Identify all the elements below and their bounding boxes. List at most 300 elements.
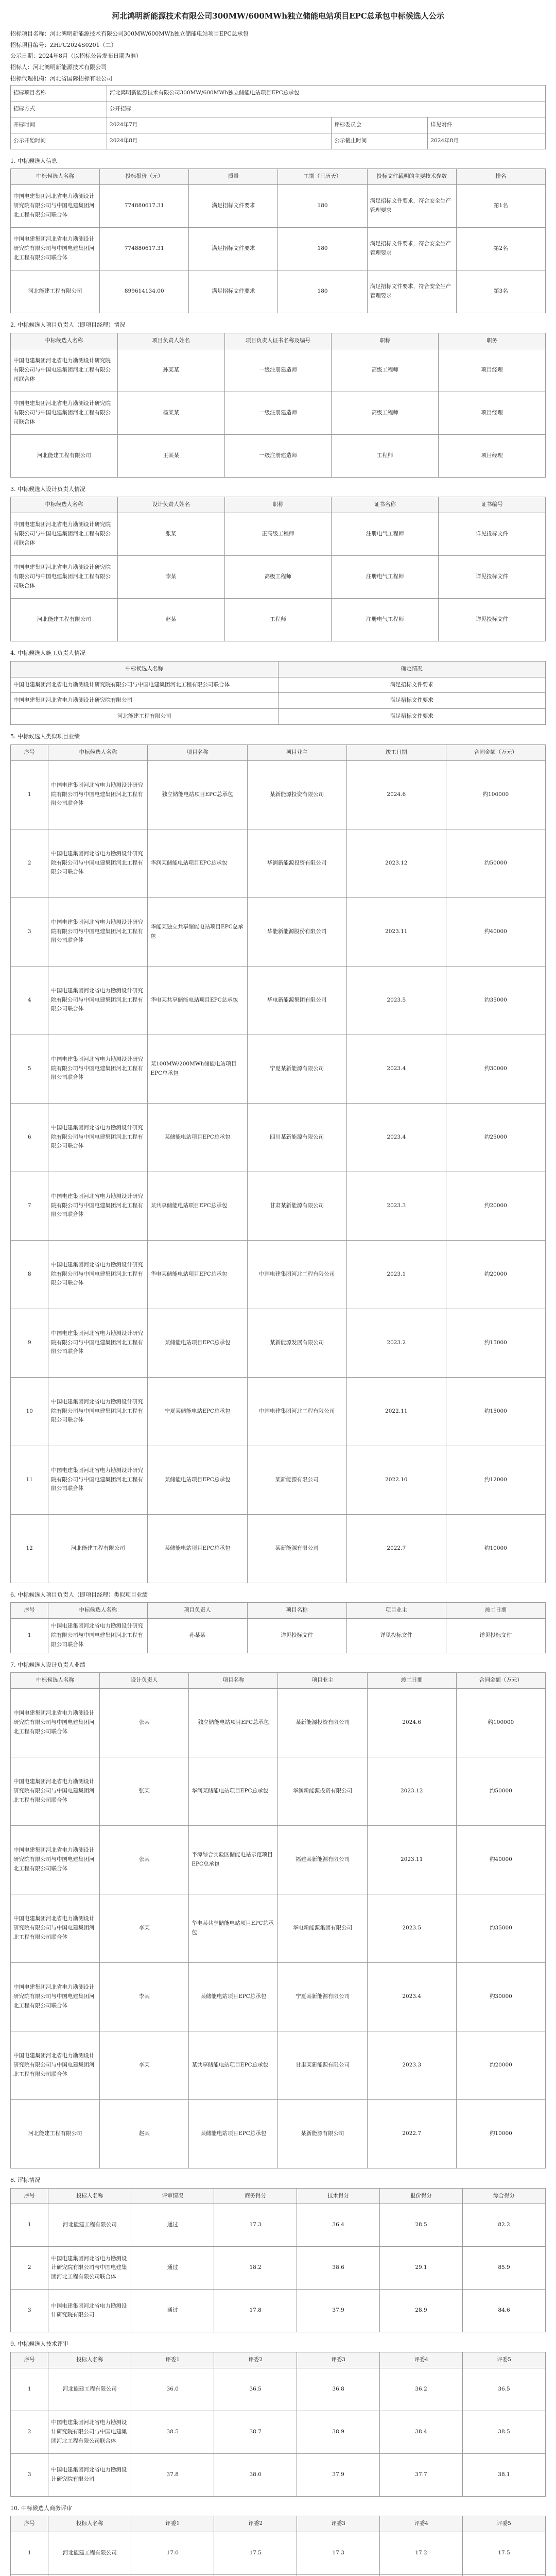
table-cell: 赵某 bbox=[100, 2099, 189, 2168]
table-cell: 9 bbox=[11, 1309, 48, 1377]
table-cell: 中国电建集团河北省电力勘测设计研究院有限公司与中国电建集团河北工程有限公司联合体 bbox=[48, 1377, 148, 1446]
column-header: 项目负责人证书名称及编号 bbox=[224, 333, 332, 349]
table-cell: 满足招标文件要求，符合安全生产管理要求 bbox=[367, 228, 456, 270]
column-header: 评委4 bbox=[380, 2352, 463, 2368]
table-cell: 华电新能源集团有限公司 bbox=[278, 1894, 367, 1962]
table-cell: 通过 bbox=[131, 2290, 214, 2332]
table-cell: 17.2 bbox=[380, 2532, 463, 2575]
column-header: 职称 bbox=[332, 333, 439, 349]
column-header: 评审情况 bbox=[131, 2188, 214, 2204]
table-cell: 3 bbox=[11, 2453, 48, 2496]
column-header: 合同金额（万元） bbox=[446, 744, 545, 760]
table-row bbox=[11, 599, 546, 641]
info-value: 2024年8月 bbox=[107, 133, 332, 149]
table-cell: 四川某新能源有限公司 bbox=[247, 1103, 346, 1172]
table-cell: 17.3 bbox=[214, 2204, 297, 2247]
table-cell: 4 bbox=[11, 966, 48, 1035]
table-cell: 王某某 bbox=[117, 434, 224, 477]
table-cell: 中国电建集团河北省电力勘测设计研究院有限公司与中国电建集团河北工程有限公司联合体 bbox=[11, 1688, 100, 1757]
meta-line: 招标人：河北鸿明新能源技术有限公司 bbox=[10, 64, 107, 71]
table-cell: 17.3 bbox=[297, 2532, 380, 2575]
table-cell: 宁夏某新能源有限公司 bbox=[278, 1962, 367, 2031]
table-cell: 某储能电站项目EPC总承包 bbox=[189, 1962, 278, 2031]
table-cell: 2023.3 bbox=[367, 2031, 456, 2099]
column-header: 序号 bbox=[11, 1603, 48, 1619]
table-cell: 37.9 bbox=[297, 2290, 380, 2332]
table-cell: 774880617.31 bbox=[100, 185, 189, 228]
table-row bbox=[11, 829, 546, 897]
column-header: 投标人名称 bbox=[48, 2352, 131, 2368]
table-s8 bbox=[10, 2188, 546, 2333]
column-header: 设计负责人 bbox=[100, 1673, 189, 1689]
table-cell: 2023.11 bbox=[367, 1825, 456, 1894]
table-cell: 1 bbox=[11, 2368, 48, 2411]
table-row bbox=[11, 1962, 546, 2031]
column-header: 中标候选人名称 bbox=[11, 169, 100, 185]
table-cell: 37.9 bbox=[297, 2453, 380, 2496]
table-cell: 满足招标文件要求 bbox=[189, 270, 278, 313]
table-s7 bbox=[10, 1672, 546, 2168]
table-cell: 河北能建工程有限公司 bbox=[48, 2368, 131, 2411]
column-header: 工期（日历天） bbox=[278, 169, 367, 185]
column-header: 竣工日期 bbox=[346, 744, 446, 760]
column-header: 商务得分 bbox=[214, 2188, 297, 2204]
table-cell: 约20000 bbox=[446, 1240, 545, 1309]
table-cell: 约12000 bbox=[446, 1446, 545, 1514]
table-cell: 2023.12 bbox=[346, 829, 446, 897]
column-header: 项目业主 bbox=[247, 744, 346, 760]
table-row bbox=[11, 349, 546, 392]
column-header: 评委1 bbox=[131, 2352, 214, 2368]
table-cell: 2024.6 bbox=[346, 760, 446, 829]
table-cell: 中国电建集团河北省电力勘测设计研究院有限公司与中国电建集团河北工程有限公司联合体 bbox=[11, 1962, 100, 2031]
table-cell: 项目经理 bbox=[439, 349, 546, 392]
table-cell: 张某 bbox=[100, 1825, 189, 1894]
table-cell: 详见投标文件 bbox=[439, 556, 546, 599]
table-cell: 工程师 bbox=[224, 599, 332, 641]
table-row bbox=[11, 513, 546, 556]
table-cell: 中国电建集团河北省电力勘测设计研究院有限公司与中国电建集团河北工程有限公司联合体 bbox=[48, 2247, 131, 2290]
header-row bbox=[11, 497, 546, 513]
table-cell: 约35000 bbox=[446, 966, 545, 1035]
section-title: 8. 评标情况 bbox=[10, 2176, 40, 2183]
table-cell: 约30000 bbox=[446, 1035, 545, 1103]
info-value: 详见附件 bbox=[428, 117, 546, 133]
table-cell: 2023.12 bbox=[367, 1757, 456, 1825]
table-row bbox=[11, 966, 546, 1035]
info-value: 河北鸿明新能源技术有限公司300MW/600MWh独立储能电站项目EPC总承包 bbox=[107, 86, 546, 101]
column-header: 综合得分 bbox=[463, 2188, 546, 2204]
table-cell: 17.5 bbox=[463, 2532, 546, 2575]
table-cell: 华润新能源投资有限公司 bbox=[247, 829, 346, 897]
table-cell: 满足招标文件要求 bbox=[278, 709, 546, 725]
table-cell: 河北能建工程有限公司 bbox=[11, 709, 279, 725]
column-header: 质量 bbox=[189, 169, 278, 185]
table-cell: 37.7 bbox=[380, 2453, 463, 2496]
column-header: 合同金额（万元） bbox=[456, 1673, 545, 1689]
table-cell: 河北能建工程有限公司 bbox=[11, 2099, 100, 2168]
table-cell: 180 bbox=[278, 185, 367, 228]
table-row bbox=[11, 1103, 546, 1172]
table-row bbox=[11, 185, 546, 228]
table-cell: 1 bbox=[11, 1618, 48, 1653]
table-cell: 满足招标文件要求，符合安全生产管理要求 bbox=[367, 185, 456, 228]
table-cell: 38.0 bbox=[214, 2453, 297, 2496]
table-row bbox=[11, 2411, 546, 2453]
column-header: 序号 bbox=[11, 2188, 48, 2204]
table-cell: 11 bbox=[11, 1446, 48, 1514]
table-cell: 华润某储能电站项目EPC总承包 bbox=[189, 1757, 278, 1825]
table-cell: 华电新能源集团有限公司 bbox=[247, 966, 346, 1035]
info-label: 招标方式 bbox=[11, 101, 107, 117]
table-cell: 项目经理 bbox=[439, 434, 546, 477]
table-row bbox=[11, 2247, 546, 2290]
table-cell: 河北能建工程有限公司 bbox=[48, 1514, 148, 1583]
column-header: 设计负责人姓名 bbox=[117, 497, 224, 513]
table-cell: 孙某某 bbox=[117, 349, 224, 392]
table-cell: 河北能建工程有限公司 bbox=[11, 434, 118, 477]
column-header: 评委5 bbox=[463, 2352, 546, 2368]
table-cell: 详见投标文件 bbox=[439, 599, 546, 641]
table-cell: 满足招标文件要求 bbox=[189, 185, 278, 228]
table-cell: 17.5 bbox=[214, 2532, 297, 2575]
table-cell: 2023.4 bbox=[346, 1103, 446, 1172]
table-cell: 杨某某 bbox=[117, 392, 224, 434]
table-row bbox=[11, 1172, 546, 1240]
table-cell: 某储能电站项目EPC总承包 bbox=[148, 1309, 247, 1377]
column-header: 中标候选人名称 bbox=[48, 1603, 148, 1619]
table-cell: 180 bbox=[278, 270, 367, 313]
column-header: 项目名称 bbox=[247, 1603, 346, 1619]
table-cell: 180 bbox=[278, 228, 367, 270]
table-s4 bbox=[10, 661, 546, 725]
info-row bbox=[11, 133, 546, 149]
table-cell: 中国电建集团河北省电力勘测设计研究院有限公司与中国电建集团河北工程有限公司联合体 bbox=[11, 556, 118, 599]
column-header: 排名 bbox=[456, 169, 545, 185]
table-cell: 10 bbox=[11, 1377, 48, 1446]
table-cell: 3 bbox=[11, 897, 48, 966]
table-cell: 约35000 bbox=[456, 1894, 545, 1962]
table-row bbox=[11, 760, 546, 829]
table-cell: 河北能建工程有限公司 bbox=[11, 270, 100, 313]
meta-line: 招标项目编号：ZHPC2024S0201（二） bbox=[10, 41, 117, 48]
table-s3 bbox=[10, 497, 546, 641]
table-s9 bbox=[10, 2352, 546, 2497]
table-cell: 38.9 bbox=[297, 2411, 380, 2453]
table-cell: 李某 bbox=[100, 1894, 189, 1962]
meta-line: 公示日期：2024年8月（以招标公告发布日期为准） bbox=[10, 53, 142, 60]
header-row bbox=[11, 1603, 546, 1619]
table-cell: 中国电建集团河北省电力勘测设计研究院有限公司与中国电建集团河北工程有限公司联合体 bbox=[48, 1309, 148, 1377]
table-row bbox=[11, 1688, 546, 1757]
table-row bbox=[11, 1446, 546, 1514]
section-title: 6. 中标候选人项目负责人（即项目经理）类似项目业绩 bbox=[10, 1591, 148, 1598]
info-row bbox=[11, 101, 546, 117]
table-cell: 某新能源发展有限公司 bbox=[247, 1309, 346, 1377]
table-cell: 2023.2 bbox=[346, 1309, 446, 1377]
table-cell: 36.5 bbox=[214, 2368, 297, 2411]
table-cell: 某新能源投资有限公司 bbox=[278, 1688, 367, 1757]
table-cell: 1 bbox=[11, 2204, 48, 2247]
table-cell: 约15000 bbox=[446, 1309, 545, 1377]
table-cell: 某新能源有限公司 bbox=[247, 1514, 346, 1583]
table-cell: 某共享储能电站项目EPC总承包 bbox=[189, 2031, 278, 2099]
table-cell: 一级注册建造师 bbox=[224, 434, 332, 477]
info-label: 评标委员会 bbox=[332, 117, 428, 133]
table-cell: 华润新能源投资有限公司 bbox=[278, 1757, 367, 1825]
table-row bbox=[11, 2099, 546, 2168]
table-cell: 3 bbox=[11, 2290, 48, 2332]
table-cell: 85.9 bbox=[463, 2247, 546, 2290]
table-s10 bbox=[10, 2516, 546, 2576]
column-header: 职称 bbox=[224, 497, 332, 513]
table-cell: 1 bbox=[11, 760, 48, 829]
section-title: 10. 中标候选人商务评审 bbox=[10, 2504, 72, 2512]
table-cell: 中国电建集团河北省电力勘测设计研究院有限公司与中国电建集团河北工程有限公司联合体 bbox=[48, 829, 148, 897]
table-s2 bbox=[10, 333, 546, 478]
table-cell: 2023.11 bbox=[346, 897, 446, 966]
meta-line: 招标代理机构：河北省国际招标有限公司 bbox=[10, 75, 112, 82]
table-cell: 5 bbox=[11, 1035, 48, 1103]
table-cell: 2 bbox=[11, 829, 48, 897]
table-cell: 某共享储能电站项目EPC总承包 bbox=[148, 1172, 247, 1240]
table-cell: 华电某共享储能电站项目EPC总承包 bbox=[148, 966, 247, 1035]
table-row bbox=[11, 1825, 546, 1894]
table-cell: 一级注册建造师 bbox=[224, 349, 332, 392]
table-s6 bbox=[10, 1602, 546, 1653]
column-header: 确定情况 bbox=[278, 661, 546, 677]
table-cell: 中国电建集团河北省电力勘测设计研究院有限公司 bbox=[48, 2453, 131, 2496]
table-row bbox=[11, 270, 546, 313]
table-cell: 中国电建集团河北省电力勘测设计研究院有限公司与中国电建集团河北工程有限公司联合体 bbox=[48, 897, 148, 966]
table-cell: 约50000 bbox=[456, 1757, 545, 1825]
table-cell: 38.5 bbox=[131, 2411, 214, 2453]
table-cell: 1 bbox=[11, 2532, 48, 2575]
header-row bbox=[11, 2516, 546, 2532]
info-value: 2024年7月 bbox=[107, 117, 332, 133]
column-header: 投标文件载明的主要技术参数 bbox=[367, 169, 456, 185]
table-row bbox=[11, 2368, 546, 2411]
table-cell: 宁夏某新能源有限公司 bbox=[247, 1035, 346, 1103]
table-cell: 孙某某 bbox=[148, 1618, 247, 1653]
column-header: 投标报价（元） bbox=[100, 169, 189, 185]
column-header: 中标候选人名称 bbox=[11, 661, 279, 677]
table-cell: 中国电建集团河北省电力勘测设计研究院有限公司与中国电建集团河北工程有限公司联合体 bbox=[11, 392, 118, 434]
table-cell: 2 bbox=[11, 2247, 48, 2290]
table-cell: 平潭综合实验区储能电站示范项目EPC总承包 bbox=[189, 1825, 278, 1894]
column-header: 证书编号 bbox=[439, 497, 546, 513]
table-cell: 18.2 bbox=[214, 2247, 297, 2290]
section-title: 9. 中标候选人技术评审 bbox=[10, 2341, 68, 2348]
table-cell: 宁夏某储能电站EPC总承包 bbox=[148, 1377, 247, 1446]
info-row bbox=[11, 117, 546, 133]
table-cell: 中国电建集团河北省电力勘测设计研究院有限公司与中国电建集团河北工程有限公司联合体 bbox=[11, 349, 118, 392]
table-s1 bbox=[10, 168, 546, 313]
header-row bbox=[11, 1673, 546, 1689]
table-cell: 约40000 bbox=[446, 897, 545, 966]
table-cell: 甘肃某新能源有限公司 bbox=[247, 1172, 346, 1240]
header-row bbox=[11, 744, 546, 760]
table-cell: 7 bbox=[11, 1172, 48, 1240]
table-cell: 工程师 bbox=[332, 434, 439, 477]
table-cell: 河北能建工程有限公司 bbox=[48, 2204, 131, 2247]
table-cell: 详见投标文件 bbox=[446, 1618, 545, 1653]
table-cell: 李某 bbox=[100, 1962, 189, 2031]
table-cell: 38.6 bbox=[297, 2247, 380, 2290]
table-s5 bbox=[10, 744, 546, 1583]
table-cell: 中国电建集团河北省电力勘测设计研究院有限公司与中国电建集团河北工程有限公司联合体 bbox=[11, 1825, 100, 1894]
table-cell: 约40000 bbox=[456, 1825, 545, 1894]
table-cell: 28.9 bbox=[380, 2290, 463, 2332]
table-cell: 某储能电站项目EPC总承包 bbox=[148, 1103, 247, 1172]
table-cell: 38.1 bbox=[463, 2453, 546, 2496]
table-cell: 37.8 bbox=[131, 2453, 214, 2496]
page-title: 河北鸿明新能源技术有限公司300MW/600MWh独立储能电站项目EPC总承包中标候选人公示 bbox=[112, 11, 444, 21]
info-label: 公示开始时间 bbox=[11, 133, 107, 149]
header-row bbox=[11, 333, 546, 349]
table-cell: 中国电建集团河北省电力勘测设计研究院有限公司与中国电建集团河北工程有限公司联合体 bbox=[48, 2411, 131, 2453]
table-row bbox=[11, 556, 546, 599]
table-row bbox=[11, 709, 546, 725]
table-row bbox=[11, 693, 546, 709]
table-cell: 张某 bbox=[100, 1757, 189, 1825]
table-cell: 中国电建集团河北工程有限公司 bbox=[247, 1240, 346, 1309]
table-cell: 84.6 bbox=[463, 2290, 546, 2332]
header-row bbox=[11, 169, 546, 185]
table-cell: 正高级工程师 bbox=[224, 513, 332, 556]
table-cell: 一级注册建造师 bbox=[224, 392, 332, 434]
table-cell: 2023.5 bbox=[367, 1894, 456, 1962]
table-cell: 独立储能电站项目EPC总承包 bbox=[189, 1688, 278, 1757]
table-cell: 详见投标文件 bbox=[439, 513, 546, 556]
meta-line: 招标项目名称：河北鸿明新能源技术有限公司300MW/600MWh独立储能电站项目EPC总承包 bbox=[10, 30, 249, 37]
table-cell: 张某 bbox=[100, 1688, 189, 1757]
table-cell: 中国电建集团河北省电力勘测设计研究院有限公司 bbox=[48, 2290, 131, 2332]
table-cell: 李某 bbox=[117, 556, 224, 599]
column-header: 评委2 bbox=[214, 2352, 297, 2368]
table-row bbox=[11, 434, 546, 477]
info-value: 公开招标 bbox=[107, 101, 546, 117]
column-header: 职务 bbox=[439, 333, 546, 349]
table-row bbox=[11, 228, 546, 270]
table-cell: 张某 bbox=[117, 513, 224, 556]
table-cell: 中国电建集团河北省电力勘测设计研究院有限公司与中国电建集团河北工程有限公司联合体 bbox=[11, 2031, 100, 2099]
table-cell: 李某 bbox=[100, 2031, 189, 2099]
column-header: 项目名称 bbox=[148, 744, 247, 760]
table-cell: 中国电建集团河北省电力勘测设计研究院有限公司与中国电建集团河北工程有限公司联合体 bbox=[11, 228, 100, 270]
table-cell: 华电某共享储能电站项目EPC总承包 bbox=[189, 1894, 278, 1962]
table-cell: 2022.7 bbox=[346, 1514, 446, 1583]
table-cell: 2023.1 bbox=[346, 1240, 446, 1309]
table-cell: 河北能建工程有限公司 bbox=[48, 2532, 131, 2575]
table-cell: 36.4 bbox=[297, 2204, 380, 2247]
column-header: 评委3 bbox=[297, 2352, 380, 2368]
column-header: 中标候选人名称 bbox=[11, 1673, 100, 1689]
column-header: 项目业主 bbox=[278, 1673, 367, 1689]
section-title: 5. 中标候选人类似项目业绩 bbox=[10, 733, 80, 740]
table-row bbox=[11, 1377, 546, 1446]
table-cell: 2023.5 bbox=[346, 966, 446, 1035]
table-row bbox=[11, 2204, 546, 2247]
table-cell: 2023.4 bbox=[346, 1035, 446, 1103]
table-row bbox=[11, 392, 546, 434]
table-cell: 通过 bbox=[131, 2204, 214, 2247]
column-header: 投标人名称 bbox=[48, 2516, 131, 2532]
column-header: 序号 bbox=[11, 2352, 48, 2368]
table-cell: 约100000 bbox=[456, 1688, 545, 1757]
table-cell: 项目经理 bbox=[439, 392, 546, 434]
table-cell: 中国电建集团河北省电力勘测设计研究院有限公司与中国电建集团河北工程有限公司联合体 bbox=[48, 1618, 148, 1653]
table-cell: 华电某储能电站项目EPC总承包 bbox=[148, 1240, 247, 1309]
table-cell: 通过 bbox=[131, 2247, 214, 2290]
column-header: 项目负责人 bbox=[148, 1603, 247, 1619]
column-header: 中标候选人名称 bbox=[11, 333, 118, 349]
table-cell: 约20000 bbox=[456, 2031, 545, 2099]
table-cell: 中国电建集团河北省电力勘测设计研究院有限公司与中国电建集团河北工程有限公司联合体 bbox=[11, 1894, 100, 1962]
table-cell: 2024.6 bbox=[367, 1688, 456, 1757]
table-cell: 2022.10 bbox=[346, 1446, 446, 1514]
table-cell: 第2名 bbox=[456, 228, 545, 270]
table-row bbox=[11, 1757, 546, 1825]
table-cell: 中国电建集团河北省电力勘测设计研究院有限公司与中国电建集团河北工程有限公司联合体 bbox=[11, 513, 118, 556]
table-cell: 中国电建集团河北省电力勘测设计研究院有限公司与中国电建集团河北工程有限公司联合体 bbox=[48, 1172, 148, 1240]
table-cell: 福建某新能源有限公司 bbox=[278, 1825, 367, 1894]
table-cell: 某新能源有限公司 bbox=[247, 1446, 346, 1514]
table-row bbox=[11, 1894, 546, 1962]
table-cell: 38.7 bbox=[214, 2411, 297, 2453]
section-title: 2. 中标候选人项目负责人（即项目经理）情况 bbox=[10, 321, 125, 329]
table-row bbox=[11, 2453, 546, 2496]
table-cell: 某新能源有限公司 bbox=[278, 2099, 367, 2168]
table-cell: 高级工程师 bbox=[332, 392, 439, 434]
table-cell: 满足招标文件要求 bbox=[278, 677, 546, 693]
table-cell: 中国电建集团河北省电力勘测设计研究院有限公司与中国电建集团河北工程有限公司联合体 bbox=[11, 677, 279, 693]
header-row bbox=[11, 2352, 546, 2368]
info-label: 开标时间 bbox=[11, 117, 107, 133]
table-cell: 某储能电站项目EPC总承包 bbox=[148, 1514, 247, 1583]
column-header: 竣工日期 bbox=[446, 1603, 545, 1619]
table-cell: 中国电建集团河北省电力勘测设计研究院有限公司与中国电建集团河北工程有限公司联合体 bbox=[48, 1035, 148, 1103]
section-title: 1. 中标候选人信息 bbox=[10, 157, 57, 164]
table-cell: 36.5 bbox=[463, 2368, 546, 2411]
info-table bbox=[10, 85, 546, 149]
column-header: 中标候选人名称 bbox=[48, 744, 148, 760]
table-cell: 某储能电站项目EPC总承包 bbox=[148, 1446, 247, 1514]
table-cell: 2022.11 bbox=[346, 1377, 446, 1446]
table-cell: 17.8 bbox=[214, 2290, 297, 2332]
table-cell: 82.2 bbox=[463, 2204, 546, 2247]
column-header: 报价得分 bbox=[380, 2188, 463, 2204]
table-cell: 12 bbox=[11, 1514, 48, 1583]
table-row bbox=[11, 2290, 546, 2332]
table-cell: 高级工程师 bbox=[332, 349, 439, 392]
section-title: 3. 中标候选人设计负责人情况 bbox=[10, 485, 85, 493]
table-cell: 2023.3 bbox=[346, 1172, 446, 1240]
table-cell: 6 bbox=[11, 1103, 48, 1172]
table-cell: 高级工程师 bbox=[224, 556, 332, 599]
column-header: 竣工日期 bbox=[367, 1673, 456, 1689]
table-cell: 第1名 bbox=[456, 185, 545, 228]
table-row bbox=[11, 1035, 546, 1103]
table-cell: 899614134.00 bbox=[100, 270, 189, 313]
info-row bbox=[11, 86, 546, 101]
table-cell: 约15000 bbox=[446, 1377, 545, 1446]
table-cell: 2 bbox=[11, 2411, 48, 2453]
column-header: 项目业主 bbox=[346, 1603, 446, 1619]
table-cell: 约25000 bbox=[446, 1103, 545, 1172]
info-value: 2024年8月 bbox=[428, 133, 546, 149]
table-row bbox=[11, 1514, 546, 1583]
